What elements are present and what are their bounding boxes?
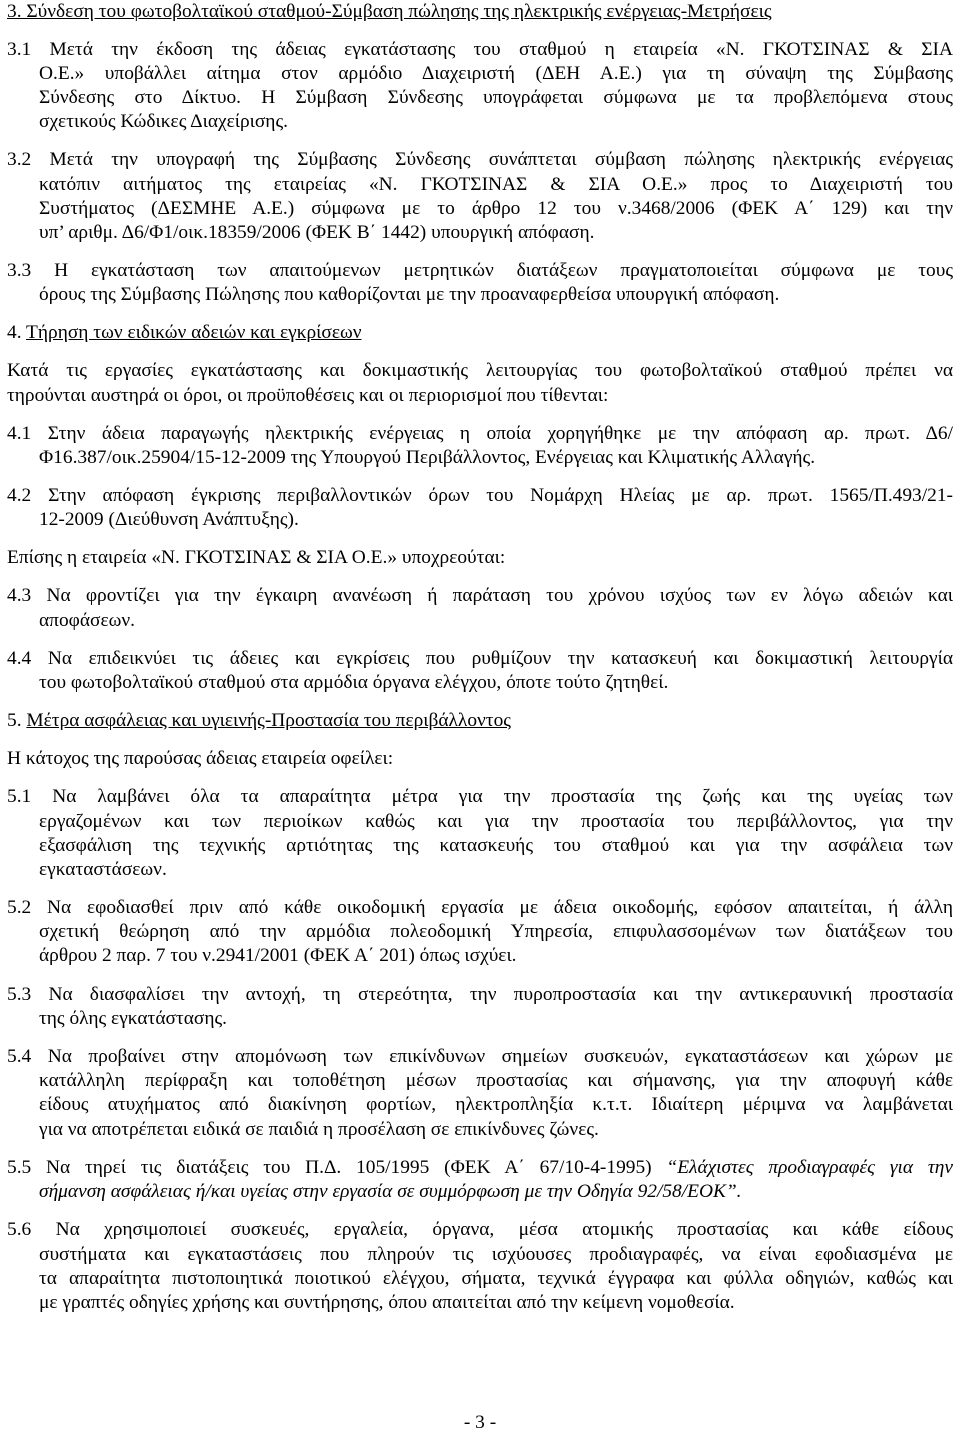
paragraph-4-2-line: 12-2009 (Διεύθυνση Ανάπτυξης).: [39, 509, 299, 530]
paragraph-5-1-line: εργαζομένων και των περιοίκων καθώς και για την προστασία του περιβάλλοντος, για την: [39, 811, 953, 832]
paragraph-5-4-line: 5.4 Να προβαίνει στην απομόνωση των επικίνδυνων σημείων συσκευών, εγκαταστάσεων και χώρων με: [7, 1046, 953, 1067]
section-4-heading: 4. Τήρηση των ειδικών αδειών και εγκρίσεων: [7, 322, 362, 343]
paragraph-5-6-line: 5.6 Να χρησιμοποιεί συσκευές, εργαλεία, όργανα, μέσα ατομικής προστασίας και κάθε είδους: [7, 1219, 953, 1240]
paragraph-3-2-line: κατόπιν αιτήματος της εταιρείας «Ν. ΓΚΟΤΣΙΝΑΣ & ΣΙΑ Ο.Ε.» προς το Διαχειριστή του: [39, 174, 953, 195]
paragraph-3-2-line: υπ’ αριθμ. Δ6/Φ1/οικ.18359/2006 (ΦΕΚ Β΄ 1442) υπουργική απόφαση.: [39, 222, 595, 243]
paragraph-3-3-line: όρους της Σύμβασης Πώλησης που καθορίζονται με την προαναφερθείσα υπουργική απόφαση.: [39, 284, 780, 305]
paragraph-5-1-line: εγκαταστάσεων.: [39, 859, 167, 880]
paragraph-4-2-line: 4.2 Στην απόφαση έγκρισης περιβαλλοντικών όρων του Νομάρχη Ηλείας με αρ. πρωτ. 1565/Π.493/21-: [7, 485, 953, 506]
page-number: - 3 -: [463, 1412, 497, 1433]
paragraph-3-2-line: Συστήματος (ΔΕΣΜΗΕ Α.Ε.) σύμφωνα με το άρθρο 12 του ν.3468/2006 (ΦΕΚ Α΄ 129) και την: [39, 198, 953, 219]
paragraph-3-3-line: 3.3 Η εγκατάσταση των απαιτούμενων μετρητικών διατάξεων πραγματοποιείται σύμφωνα με τους: [7, 260, 953, 281]
paragraph-3-1-line: σχετικούς Κώδικες Διαχείρισης.: [39, 111, 288, 132]
paragraph-4-1-line: Φ16.387/οικ.25904/15-12-2009 της Υπουργού Περιβάλλοντος, Ενέργειας και Κλιματικής Αλλαγής.: [39, 447, 816, 468]
paragraph-5-2-line: 5.2 Να εφοδιασθεί πριν από κάθε οικοδομική εργασία με άδεια οικοδομής, εφόσον απαιτείται, ή άλλη: [7, 897, 953, 918]
paragraph-5-3-line: της όλης εγκατάστασης.: [39, 1008, 227, 1029]
paragraph-5-4-line: είδους ατυχήματος από διακίνηση φορτίων, ηλεκτροπληξία κ.τ.τ. Ιδιαίτερη μέριμνα να λαμβάνεται: [39, 1094, 953, 1115]
paragraph-5-3-line: 5.3 Να διασφαλίσει την αντοχή, τη στερεότητα, την πυροπροστασία και την αντικεραυνική προστασία: [7, 984, 953, 1005]
section-5-heading: 5. Μέτρα ασφάλειας και υγιεινής-Προστασία του περιβάλλοντος: [7, 710, 511, 731]
paragraph-5-6-line: τα απαραίτητα πιστοποιητικά ποιοτικού ελέγχου, σήματα, τεχνικά έγγραφα και φύλλα οδηγιών, καθώς και: [39, 1268, 953, 1289]
paragraph-3-1-line: Σύνδεσης στο Δίκτυο. Η Σύμβαση Σύνδεσης υπογράφεται σύμφωνα με τα προβλεπόμενα στους: [39, 87, 953, 108]
paragraph-4-obligations: Επίσης η εταιρεία «Ν. ΓΚΟΤΣΙΝΑΣ & ΣΙΑ Ο.Ε.» υποχρεούται:: [7, 547, 506, 568]
paragraph-5-2-line: σχετική θεώρηση από την αρμόδια πολεοδομική Υπηρεσία, επιφυλασσομένων των διατάξεων του: [39, 921, 953, 942]
paragraph-4-4-line: του φωτοβολταϊκού σταθμού στα αρμόδια όργανα ελέγχου, όποτε τούτο ζητηθεί.: [39, 672, 669, 693]
paragraph-4-intro-line: τηρούνται αυστηρά οι όροι, οι προϋποθέσεις και οι περιορισμοί που τίθενται:: [7, 385, 609, 406]
paragraph-3-2-line: 3.2 Μετά την υπογραφή της Σύμβασης Σύνδεσης συνάπτεται σύμβαση πώλησης ηλεκτρικής ενέργειας: [7, 149, 953, 170]
paragraph-4-3-line: αποφάσεων.: [39, 610, 135, 631]
paragraph-4-3-line: 4.3 Να φροντίζει για την έγκαιρη ανανέωση ή παράταση του χρόνου ισχύος των εν λόγω αδειών και: [7, 585, 953, 606]
paragraph-4-1-line: 4.1 Στην άδεια παραγωγής ηλεκτρικής ενέργειας η οποία χορηγήθηκε με την απόφαση αρ. πρωτ. Δ6/: [7, 423, 953, 444]
paragraph-5-1-line: εξασφάλιση της τεχνικής αρτιότητας της κατασκευής του σταθμού και για την ασφάλεια των: [39, 835, 953, 856]
paragraph-5-5-line: 5.5 Να τηρεί τις διατάξεις του Π.Δ. 105/1995 (ΦΕΚ Α΄ 67/10-4-1995) “Ελάχιστες προδιαγραφές για την: [7, 1157, 953, 1178]
paragraph-5-1-line: 5.1 Να λαμβάνει όλα τα απαραίτητα μέτρα για την προστασία της ζωής και της υγείας των: [7, 786, 953, 807]
paragraph-5-2-line: άρθρου 2 παρ. 7 του ν.2941/2001 (ΦΕΚ Α΄ 201) όπως ισχύει.: [39, 945, 517, 966]
paragraph-5-4-line: κατάλληλη περίφραξη και τοποθέτηση μέσων προστασίας και σήμανσης, για την αποφυγή κάθε: [39, 1070, 953, 1091]
section-3-heading: 3. Σύνδεση του φωτοβολταϊκού σταθμού-Σύμβαση πώλησης της ηλεκτρικής ενέργειας-Μετρήσεις: [7, 1, 772, 22]
paragraph-3-1-line: 3.1 Μετά την έκδοση της άδειας εγκατάστασης του σταθμού η εταιρεία «Ν. ΓΚΟΤΣΙΝΑΣ & ΣΙΑ: [7, 39, 953, 60]
paragraph-5-6-line: με γραπτές οδηγίες χρήσης και συντήρησης, όπου απαιτείται από την κείμενη νομοθεσία.: [39, 1292, 735, 1313]
paragraph-5-5-line: σήμανση ασφάλειας ή/και υγείας στην εργασία σε συμμόρφωση με την Οδηγία 92/58/ΕΟΚ”.: [39, 1181, 742, 1202]
paragraph-4-4-line: 4.4 Να επιδεικνύει τις άδειες και εγκρίσεις που ρυθμίζουν την κατασκευή και δοκιμαστική λειτουργία: [7, 648, 953, 669]
paragraph-5-6-line: συστήματα και εγκαταστάσεις που πληρούν τις ισχύουσες προδιαγραφές, να είναι εφοδιασμένα με: [39, 1244, 953, 1265]
paragraph-5-4-line: για να αποτρέπεται ειδικά σε παιδιά η προσέλαση σε επικίνδυνες ζώνες.: [39, 1119, 599, 1140]
paragraph-4-intro-line: Κατά τις εργασίες εγκατάστασης και δοκιμαστικής λειτουργίας του φωτοβολταϊκού σταθμού πρέπει να: [7, 360, 953, 381]
paragraph-5-intro: Η κάτοχος της παρούσας άδειας εταιρεία οφείλει:: [7, 748, 394, 769]
paragraph-3-1-line: Ο.Ε.» υποβάλλει αίτημα στον αρμόδιο Διαχειριστή (ΔΕΗ Α.Ε.) για τη σύναψη της Σύμβασης: [39, 63, 953, 84]
